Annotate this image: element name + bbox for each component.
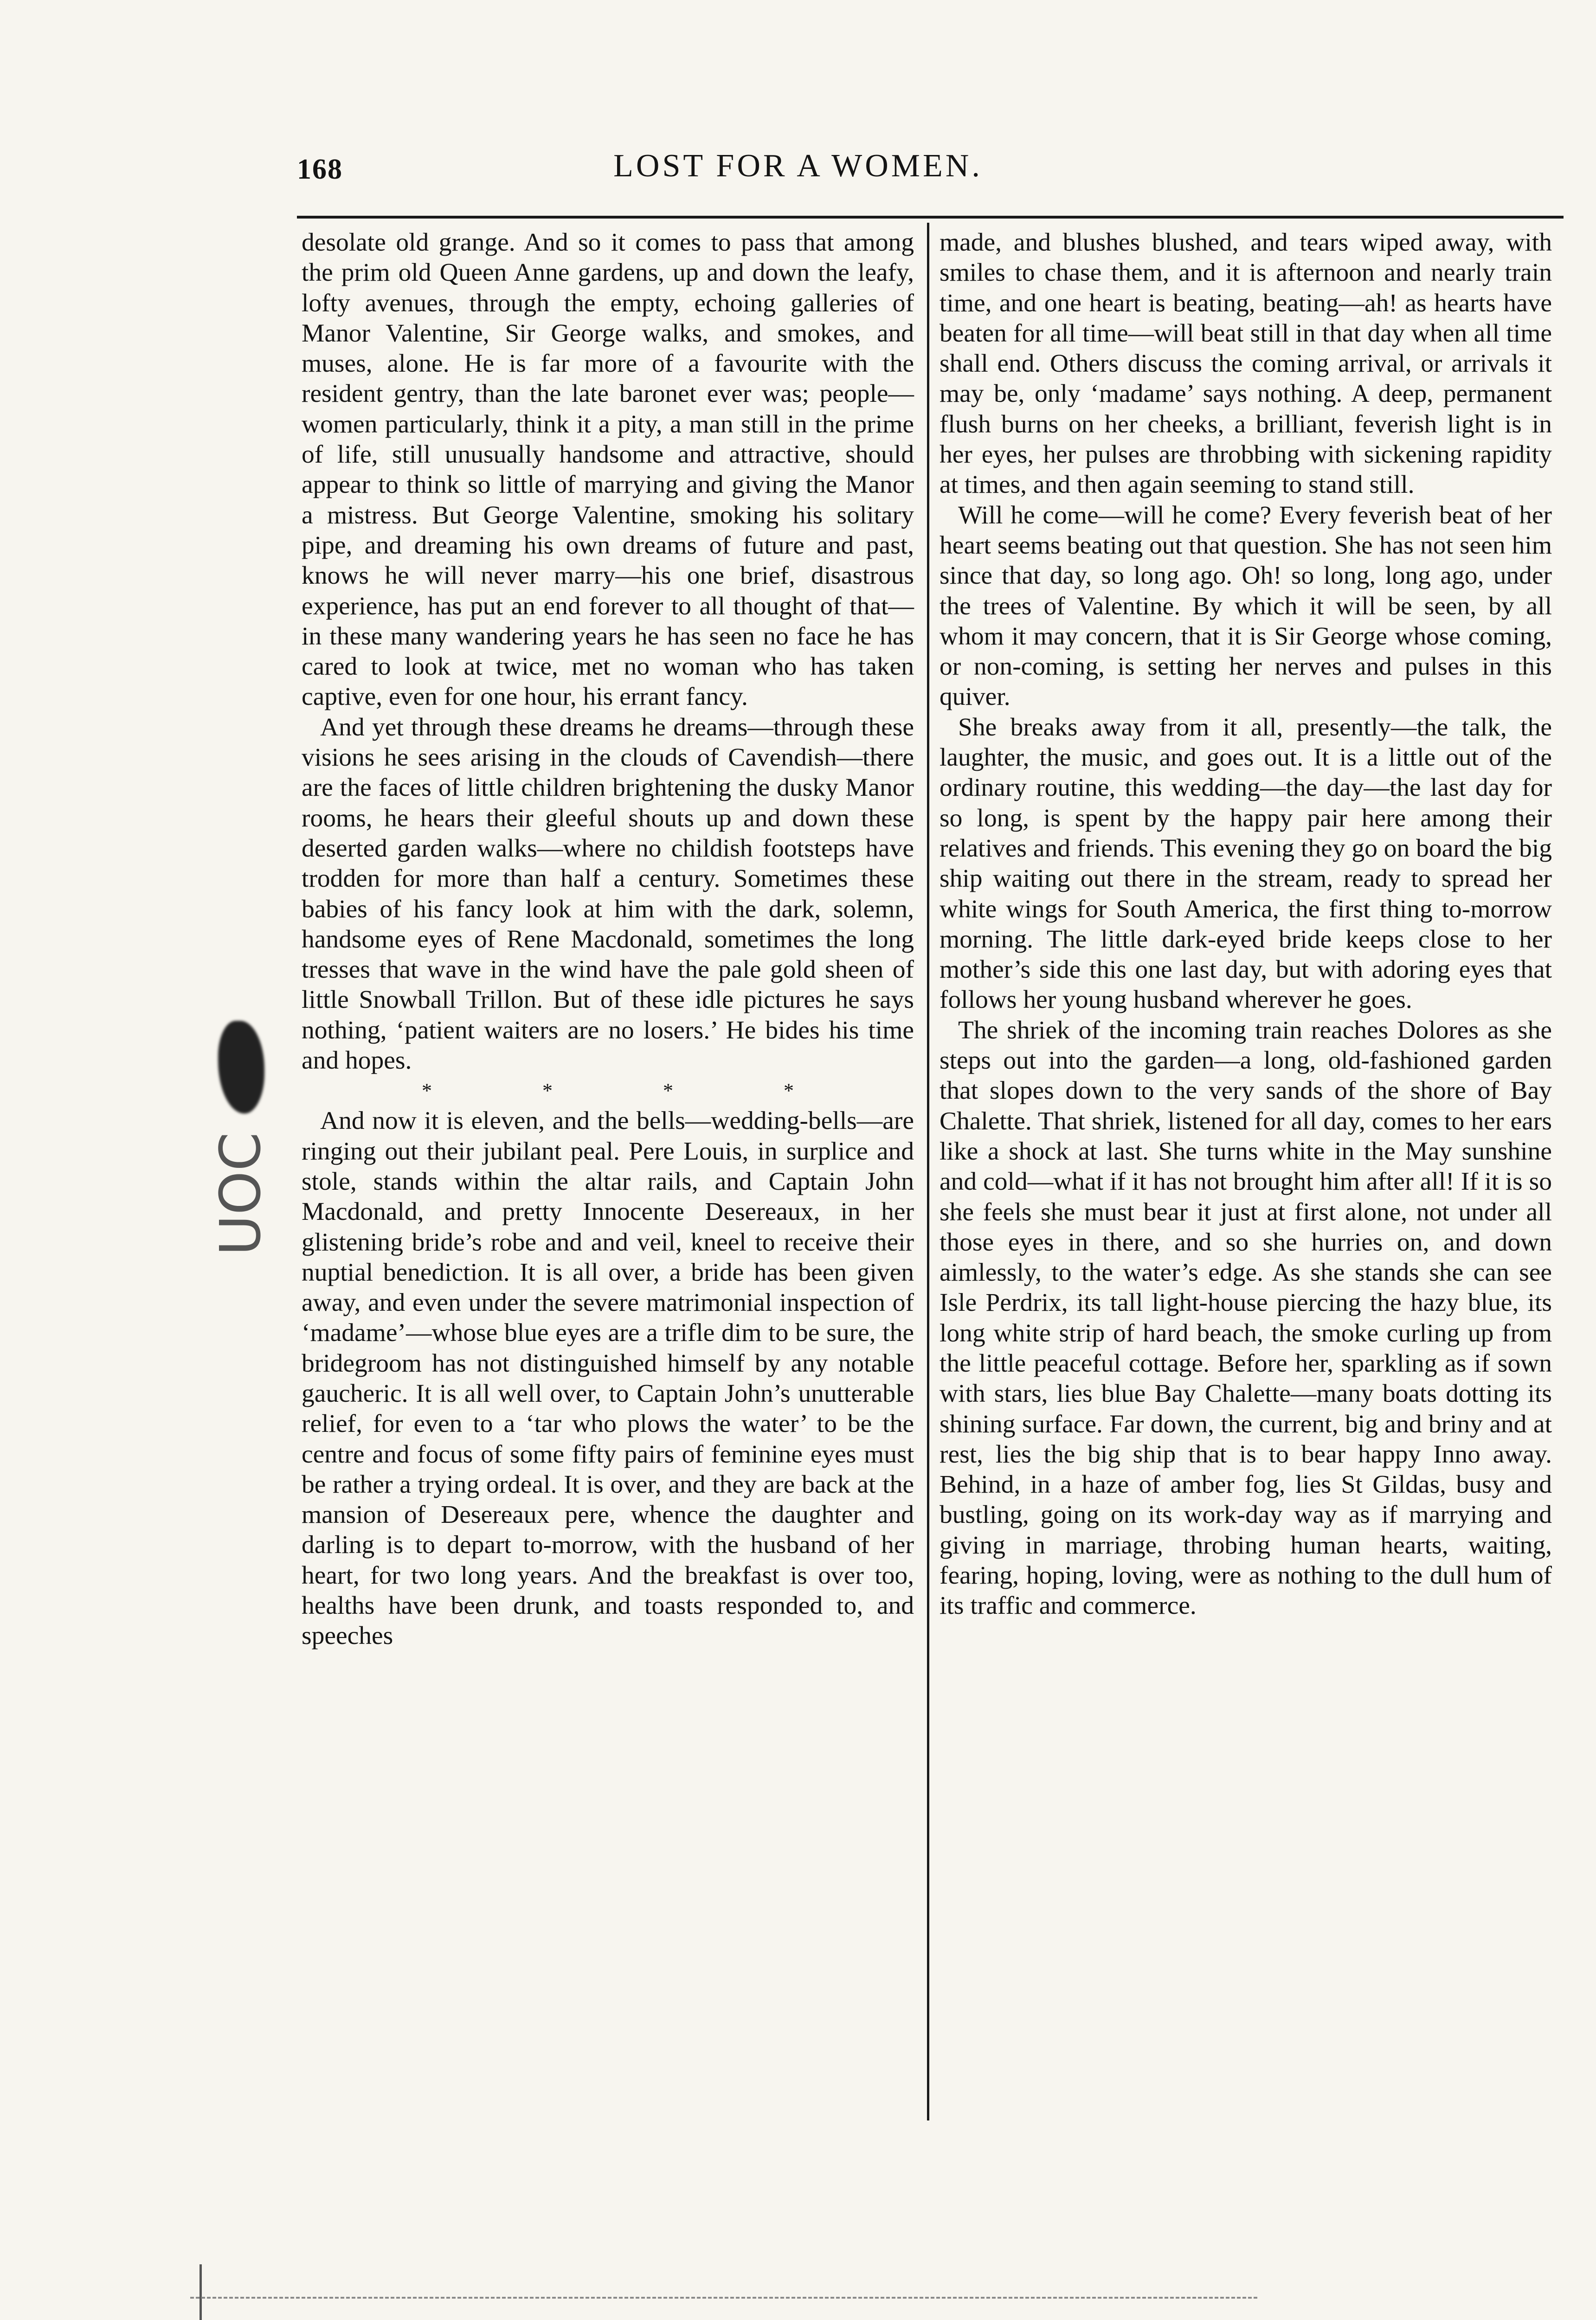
margin-library-stamp xyxy=(209,1021,273,1299)
right-paragraph-4: The shriek of the incoming train reaches Dolores as she steps out into the garden—a long, old-fashioned garden that slopes down to the very sands of the shore of Bay Chalette. That shriek, listened for all day, comes to her ears like a shock at last. She turns white in the May sunshine and cold—what if it has not brought him after all! If it is so she feels she must bear it just at first alone, not under all those eyes in there, and so she hurries on, and down aimlessly, to the water’s edge. As she stands she can see Isle Perdrix, its tall light-house piercing the hazy blue, its long white strip of hard beach, the smoke curling up from the little peaceful cottage. Before her, sparkling as if sown with stars, lies blue Bay Chalette—many boats dotting its shining surface. Far down, the current, big and briny and at rest, lies the big ship that is to bear happy Inno away. Behind, in a haze of amber fog, lies St Gildas, busy and bustling, going on its work-day way as if marrying and giving in marriage, throbing human hearts, waiting, fearing, hoping, loving, were as nothing to the dull hum of its traffic and commerce. xyxy=(940,1016,1552,1620)
column-divider xyxy=(927,223,929,2120)
separator-asterisk: * xyxy=(663,1079,673,1102)
scan-bottom-edge xyxy=(190,2297,1257,2299)
separator-asterisk: * xyxy=(422,1079,432,1102)
left-paragraph-1: desolate old grange. And so it comes to pass that among the prim old Queen Anne gardens, up and down the leafy, lofty avenues, through the empty, echoing galleries of Manor Valentine, Sir George walks, and smokes, and muses, alone. He is far more of a favourite with the resident gentry, than the late baronet ever was; people—women particularly, think it a pity, a man still in the prime of life, still unusually handsome and attractive, should appear to think so little of marrying and giving the Manor a mistress. But George Valentine, smoking his solitary pipe, and dreaming his own dreams of future and past, knows he will never marry—his one brief, disastrous experience, has put an end forever to all thought of that—in these many wandering years he has seen no face he has cared to look at twice, met no woman who has taken captive, even for one hour, his errant fancy. xyxy=(302,228,914,711)
scan-edge-mark xyxy=(200,2264,202,2320)
header-rule xyxy=(297,216,1564,219)
ink-blot xyxy=(218,1021,264,1114)
running-title: LOST FOR A WOMEN. xyxy=(613,148,983,184)
stamp-text: UOC xyxy=(209,1132,273,1256)
separator-asterisk: * xyxy=(784,1079,794,1102)
right-paragraph-3: She breaks away from it all, presently—the talk, the laughter, the music, and goes out. It is a little out of the ordinary routine, this wedding—the day—the last day for so long, is spent by the happy pair here among their relatives and friends. This evening they go on board the big ship waiting out there in the stream, ready to spread her white wings for South America, the first thing to-morrow morning. The little dark-eyed bride keeps close to her mother’s side this one last day, but with adoring eyes that follows her young husband wherever he goes. xyxy=(940,713,1552,1014)
right-column xyxy=(940,227,1552,1621)
left-paragraph-3: And now it is eleven, and the bells—wedding-bells—are ringing out their jubilant peal. Pere Louis, in surplice and stole, stands within the altar rails, and Captain John Macdonald, and pretty Innocente Desereaux, in her glistening bride’s robe and and veil, kneel to receive their nuptial benediction. It is all over, a bride has been given away, and even under the severe matrimonial inspection of ‘madame’—whose blue eyes are a trifle dim to be sure, the bridegroom has not distinguished himself by any notable gaucheric. It is all well over, to Captain John’s unutterable relief, for even to a ‘tar who plows the water’ to be the centre and focus of some fifty pairs of feminine eyes must be rather a trying ordeal. It is over, and they are back at the mansion of Desereaux pere, whence the daughter and darling is to depart to-morrow, with the husband of her heart, for two long years. And the breakfast is over too, healths have been drunk, and toasts responded to, and speeches xyxy=(302,1107,914,1650)
right-paragraph-1: made, and blushes blushed, and tears wiped away, with smiles to chase them, and it is afternoon and nearly train time, and one heart is beating, beating—ah! as hearts have beaten for all time—will beat still in that day when all time shall end. Others discuss the coming arrival, or arrivals it may be, only ‘madame’ says nothing. A deep, permanent flush burns on her cheeks, a brilliant, feverish light is in her eyes, her pulses are throbbing with sickening rapidity at times, and then again seeming to stand still. xyxy=(940,228,1552,499)
page-number: 168 xyxy=(297,154,343,185)
right-paragraph-2: Will he come—will he come? Every feverish beat of her heart seems beating out that question. She has not seen him since that day, so long ago. Oh! so long, long ago, under the trees of Valentine. By which it will be seen, by all whom it may concern, that it is Sir George whose coming, or non-coming, is setting her nerves and pulses in this quiver. xyxy=(940,501,1552,711)
left-paragraph-2: And yet through these dreams he dreams—through these visions he sees arising in the clouds of Cavendish—there are the faces of little children brightening the dusky Manor rooms, he hears their gleeful shouts up and down these deserted garden walks—where no childish footsteps have trodden for more than half a century. Sometimes these babies of his fancy look at him with the dark, solemn, handsome eyes of Rene Macdonald, sometimes the long tresses that wave in the wind have the pale gold sheen of little Snowball Trillon. But of these idle pictures he says nothing, ‘patient waiters are no losers.’ He bides his time and hopes. xyxy=(302,713,914,1075)
section-separator xyxy=(302,1076,914,1106)
left-column xyxy=(302,227,914,1651)
separator-asterisk: * xyxy=(542,1079,553,1102)
